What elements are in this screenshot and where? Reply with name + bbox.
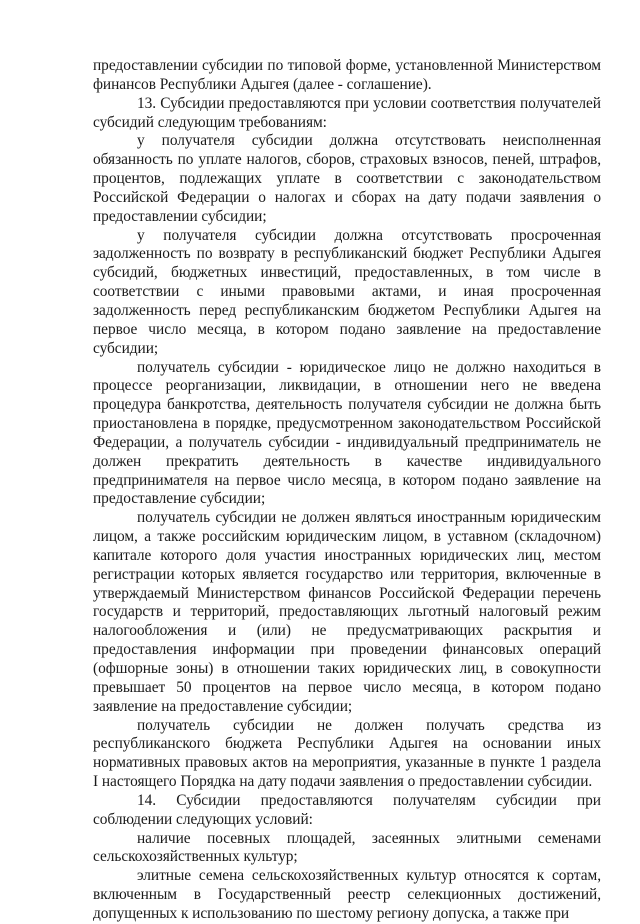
paragraph-elite-seeds: элитные семена сельскохозяйственных культур относятся к сортам, включенным в Государственный реестр селекционных достижений, допущенных к использованию по шестому региону допуска, а также при — [93, 867, 601, 922]
paragraph-13-requirements: 13. Субсидии предоставляются при условии соответствия получателей субсидий следующим требованиям: — [93, 94, 601, 131]
paragraph-foreign-entity: получатель субсидии не должен являться иностранным юридическим лицом, а также российским юридическим лицом, в уставном (складочном) капитале которого доля участия иностранных юридических лиц, местом регистрации которых является государство или территория, включенные в утверждаемый Министерством финансов Российской Федерации перечень государств и территорий, предоставляющих льготный налоговый режим налогообложения и (или) не предусматривающих раскрытия и предоставления информации при проведении финансовых операций (офшорные зоны) в отношении таких юридических лиц, в совокупности превышает 50 процентов на первое число месяца, в котором подано заявление на предоставление субсидии; — [93, 509, 601, 715]
paragraph-reorganization: получатель субсидии - юридическое лицо не должно находиться в процессе реорганизации, ликвидации, в отношении него не введена процедура банкротства, деятельность получателя субсидии не должна быть приостановлена в порядке, предусмотренном законодательством Российской Федерации, а получатель субсидии - индивидуальный предприниматель не должен прекратить деятельность в качестве индивидуального предпринимателя на первое число месяца, в котором подано заявление на предоставление субсидии; — [93, 358, 601, 508]
paragraph-tax-obligation: у получателя субсидии должна отсутствовать неисполненная обязанность по уплате налогов, сборов, страховых взносов, пеней, штрафов, процентов, подлежащих уплате в соответствии с законодательством Российской Федерации о налогах и сборах на дату подачи заявления о предоставлении субсидии; — [93, 132, 601, 225]
paragraph-14-conditions: 14. Субсидии предоставляются получателям субсидии при соблюдении следующих условий: — [93, 791, 601, 828]
paragraph-soglashenie: предоставлении субсидии по типовой форме, установленной Министерством финансов Республики Адыгея (далее - соглашение). — [93, 57, 601, 93]
paragraph-overdue-debt: у получателя субсидии должна отсутствовать просроченная задолженность по возврату в республиканский бюджет Республики Адыгея субсидий, бюджетных инвестиций, предоставленных, в том числе в соответствии с иными правовыми актами, и иная просроченная задолженность перед республиканским бюджетом Республики Адыгея на первое число месяца, в котором подано заявление на предоставление субсидии; — [93, 226, 601, 357]
paragraph-other-funds: получатель субсидии не должен получать средства из республиканского бюджета Республики Адыгея на основании иных нормативных правовых актов на мероприятия, указанные в пункте 1 раздела I настоящего Порядка на дату подачи заявления о предоставлении субсидии. — [93, 716, 601, 791]
paragraph-sown-areas: наличие посевных площадей, засеянных элитными семенами сельскохозяйственных культур; — [93, 829, 601, 866]
document-page — [93, 57, 601, 924]
